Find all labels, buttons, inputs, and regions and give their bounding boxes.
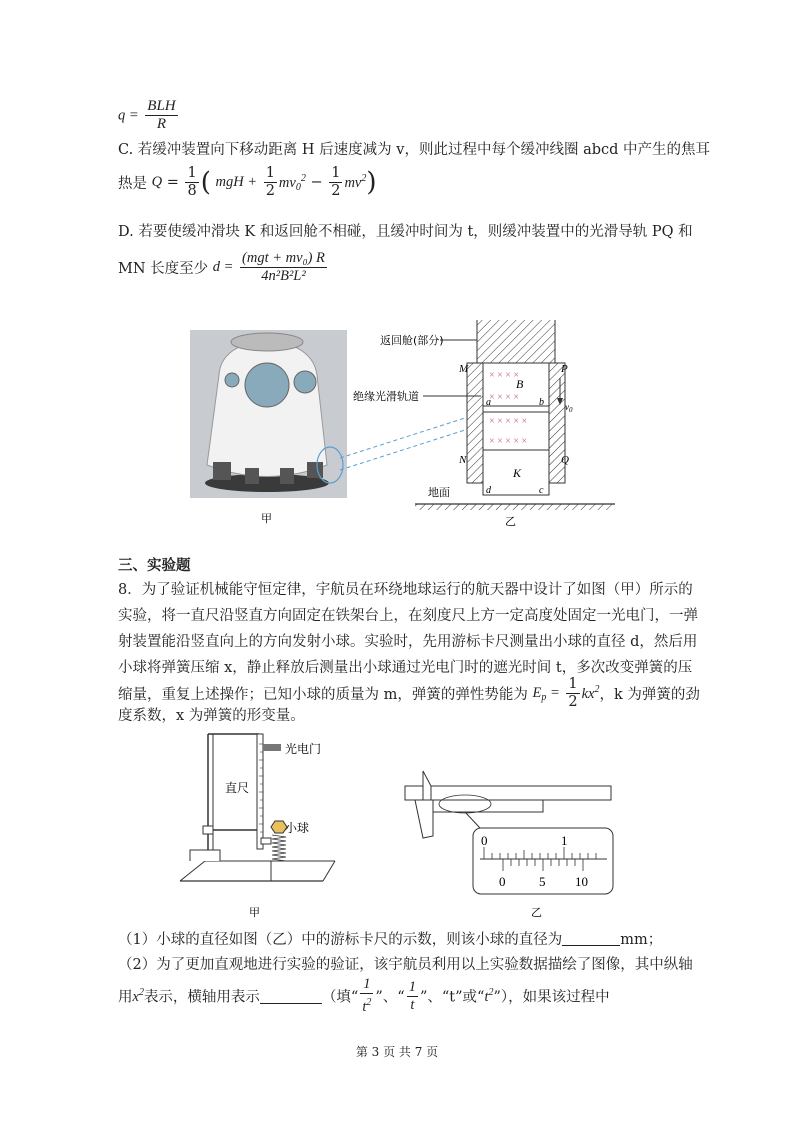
sub2-mid: 表示，横轴用表示 [143, 989, 260, 1006]
caption-jia: 甲 [261, 512, 272, 525]
capsule-leg [245, 468, 259, 484]
capsule-leg [213, 462, 231, 480]
equals: = [166, 174, 179, 191]
spring [272, 835, 286, 861]
q8-line5-text: 缩量，重复上述操作；已知小球的质量为 m，弹簧的弹性势能为 [118, 687, 528, 703]
label-d: d [486, 485, 491, 496]
caption-jia-2: 甲 [249, 906, 260, 919]
caliper-jaw-lower [415, 800, 433, 838]
mv-term: mv [344, 175, 362, 191]
label-a: a [486, 397, 491, 408]
frac2-num: 1 [265, 165, 275, 181]
capsule-window [245, 363, 289, 407]
capsule-leg [280, 468, 294, 484]
sub-question-1 [118, 930, 662, 950]
frac3-num: 1 [331, 165, 341, 181]
page-footer: 第 3 页 共 7 页 [355, 1045, 439, 1059]
option-d-line1: D. 若要使缓冲滑块 K 和返回舱不相碰，且缓冲时间为 t，则缓冲装置中的光滑导轨 PQ 和 [118, 224, 693, 240]
label-p: P [561, 363, 568, 375]
section-heading: 三、实验题 [118, 557, 191, 574]
q8-line4: 小球将弹簧压缩 x，静止释放后测量出小球通过光电门时的遮光时间 t，多次改变弹簧的压 [118, 660, 693, 676]
label-c: c [539, 485, 544, 496]
label-photogate: 光电门 [285, 742, 322, 756]
q8-line6: 度系数，x 为弹簧的形变量。 [118, 708, 305, 724]
caption-yi: 乙 [505, 515, 516, 528]
left-rail [467, 363, 483, 483]
zoom-line [340, 430, 465, 470]
q-symbol: Q [151, 174, 163, 190]
capsule-port [225, 373, 239, 387]
label-ground: 地面 [428, 486, 450, 499]
d-denominator: 4n²B²L² [261, 268, 306, 284]
q8-line5-tail: ，k 为弹簧的劲 [599, 687, 700, 703]
mgh-term: mgH + [215, 174, 258, 190]
option-d-prefix: MN 长度至少 [118, 261, 209, 277]
minus-sign: − [310, 174, 323, 191]
ground-hatch [415, 504, 615, 510]
d-numerator: (mgt + mv₀) R [242, 250, 325, 266]
photogate [263, 744, 281, 751]
sub2-sep: ”、“ [375, 989, 405, 1006]
svg-text:× × × ×: × × × × [489, 392, 520, 403]
caliper-callout [465, 812, 480, 828]
capsule-hatch [231, 333, 303, 351]
svg-text:× × × × ×: × × × × × [489, 436, 528, 447]
d-symbol: d = [212, 259, 234, 275]
main-scale-label-0: 0 [481, 833, 488, 848]
frac1-num: 1 [187, 165, 197, 181]
vernier-label-0: 0 [499, 874, 506, 889]
svg-text:× × × × ×: × × × × × [489, 416, 528, 427]
sub-question-2-line1: （2）为了更加直观地进行实验的验证，该宇航员利用以上实验数据描绘了图像，其中纵轴 [118, 957, 693, 973]
label-capsule: 返回舱(部分) [380, 334, 444, 347]
option-c-formula: 热是 Q = $\frac{1}{8}$ ( mgH + $\frac{1}{2}$ $mv_0^2$ − $\frac{1}{2}$ $mv^2$) [118, 165, 377, 199]
paren-left: ( [200, 167, 211, 198]
table-edge [323, 861, 335, 881]
ep-symbol: E [532, 684, 542, 701]
q8-line5: 缩量，重复上述操作；已知小球的质量为 m，弹簧的弹性势能为 $E_p$ = $\frac{1}{2}$ $kx^2$，k 为弹簧的劲 [118, 676, 700, 710]
sub2-open: （填“ [321, 989, 359, 1006]
sub1-text: （1）小球的直径如图（乙）中的游标卡尺的示数，则该小球的直径为 [118, 932, 563, 948]
q8-line1: 8．为了验证机械能守恒定律，宇航员在环绕地球运行的航天器中设计了如图（甲）所示的 [118, 582, 693, 598]
capsule-window-small [294, 371, 316, 393]
figure-1-svg [185, 320, 625, 530]
paren-right: ) [366, 167, 377, 198]
sub2-prefix: 用 [118, 989, 133, 1006]
capsule-leg [307, 462, 323, 478]
mv0-term: mv [278, 174, 296, 191]
table-edge-back [180, 861, 205, 881]
label-ball: 小球 [285, 821, 310, 835]
label-ruler: 直尺 [225, 781, 250, 795]
frac1-den: 8 [187, 183, 197, 199]
q8-line2: 实验，将一直尺沿竖直方向固定在铁架台上，在刻度尺上方一定高度处固定一光电门，一弹 [118, 608, 698, 624]
stand-base [190, 850, 220, 861]
option-c-prefix: 热是 [118, 176, 147, 192]
caption-yi-2: 乙 [531, 906, 542, 919]
launcher [261, 838, 271, 844]
vernier-label-5: 5 [539, 874, 546, 889]
main-scale-label-1: 1 [561, 833, 568, 848]
frac2-den: 2 [265, 183, 275, 199]
fraction-numerator: BLH [147, 98, 176, 114]
capsule-part-hatched [477, 320, 555, 363]
sub2-tail: ”），如果该过程中 [493, 989, 610, 1006]
label-b-field: B [516, 377, 524, 391]
option-b-formula [118, 98, 180, 133]
caliper-jaw-upper [423, 771, 431, 800]
answer-blank-1[interactable] [562, 931, 620, 946]
frac3-den: 2 [331, 183, 341, 199]
capsule-body [207, 340, 327, 477]
label-n: N [459, 454, 467, 466]
option-d-formula [118, 250, 329, 285]
label-k: K [513, 466, 522, 480]
svg-text:× × × ×: × × × × [489, 370, 520, 381]
q8-line3: 射装置能沿竖直向上的方向发射小球。实验时，先用游标卡尺测量出小球的直径 d，然后用 [118, 634, 698, 650]
answer-blank-2[interactable] [260, 989, 322, 1004]
figure-2 [175, 726, 625, 926]
option-c-line1: C. 若缓冲装置向下移动距离 H 后速度减为 v，则此过程中每个缓冲线圈 abcd 中产生的焦耳 [118, 142, 711, 158]
clamp [203, 826, 213, 834]
sub-question-2-line2: 用$x^2$表示，横轴用表示 （填“ $\frac{1}{t^2}$ ”、“ $\frac{1}{t}$ ”、“t”或“$t^2$”），如果该过程中 [118, 976, 610, 1015]
label-track: 绝缘光滑轨道 [353, 390, 419, 403]
figure-1 [185, 320, 625, 530]
vernier-label-10: 10 [575, 874, 588, 889]
zoom-line [340, 418, 465, 458]
label-v0: $v_0$ [565, 402, 573, 414]
sub1-unit: mm； [620, 932, 663, 948]
fraction-denominator: R [156, 116, 167, 132]
label-q: Q [561, 454, 569, 466]
caliper-vernier [433, 800, 543, 812]
figure-2-svg [175, 726, 625, 926]
formula-fraction [145, 98, 177, 133]
formula-lhs: q = [118, 107, 139, 124]
label-m: M [459, 363, 469, 375]
sub2-options: ”、“t”或“ [419, 989, 485, 1006]
caliper-main-scale [405, 786, 611, 800]
label-b: b [539, 397, 544, 408]
